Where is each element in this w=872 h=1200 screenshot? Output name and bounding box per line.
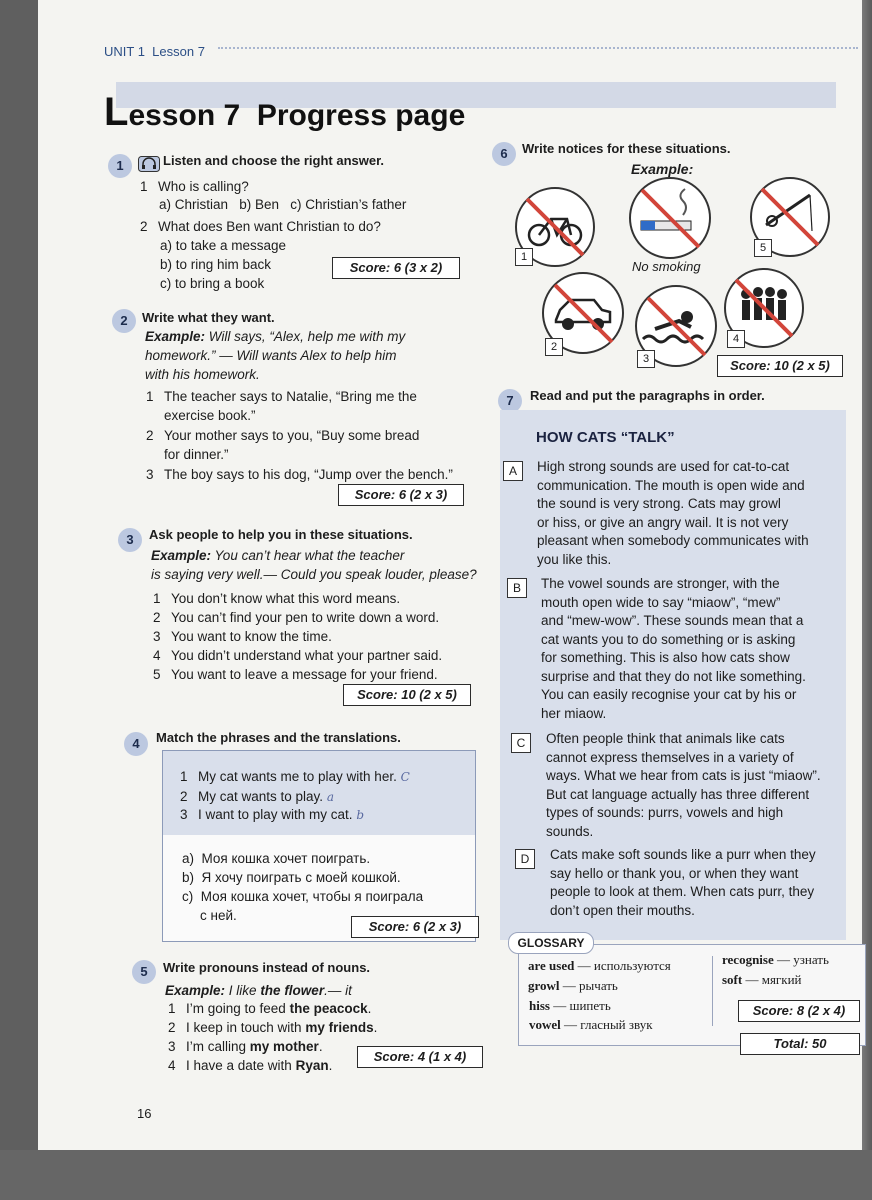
paragraph-a: High strong sounds are used for cat-to-cat communication. The mouth is open wide and the sound is very strong. Cats may growl or hiss, or give an angry wail. It is not very pleasant when somebody communicates with you like this. bbox=[537, 459, 809, 567]
headphones-icon bbox=[138, 156, 160, 177]
exercise-2-heading: Write what they want. bbox=[142, 310, 275, 325]
ex5-item-1: 1 I’m going to feed the peacock. bbox=[168, 1001, 372, 1016]
ex2-example-line-3: with his homework. bbox=[145, 367, 260, 382]
exercise-7-badge: 7 bbox=[498, 389, 522, 413]
unit-header bbox=[104, 44, 205, 59]
glossary-entry-hiss: hiss — шипеть bbox=[529, 998, 611, 1013]
ex4-phrase-1: 1 My cat wants me to play with her. C bbox=[180, 769, 410, 784]
ex6-picture-3-label: 3 bbox=[637, 350, 655, 368]
exercise-1-heading: Listen and choose the right answer. bbox=[163, 153, 385, 168]
exercise-6-heading: Write notices for these situations. bbox=[522, 141, 731, 156]
glossary-label: GLOSSARY bbox=[508, 932, 594, 954]
exercise-7-heading: Read and put the paragraphs in order. bbox=[530, 388, 765, 403]
ex1-question-1-options: a) Christian b) Ben c) Christian’s father bbox=[159, 197, 407, 212]
paragraph-a-letter: A bbox=[503, 461, 523, 481]
glossary-entry-vowel: vowel — гласный звук bbox=[529, 1017, 653, 1032]
ex4-translation-c: c) Моя кошка хочет, чтобы я поиграла bbox=[182, 889, 424, 904]
total-score-box: Total: 50 bbox=[740, 1033, 860, 1055]
ex5-score-box: Score: 4 (1 x 4) bbox=[357, 1046, 483, 1068]
ex3-item-4: 4 You didn’t understand what your partner said. bbox=[153, 648, 443, 663]
ex1-score-box: Score: 6 (3 x 2) bbox=[332, 257, 460, 279]
ex4-phrase-3: 3 I want to play with my cat. b bbox=[180, 807, 365, 822]
page-number: 16 bbox=[137, 1106, 152, 1121]
paragraph-d-letter: D bbox=[515, 849, 535, 869]
exercise-2-badge: 2 bbox=[112, 309, 136, 333]
ex4-phrase-2: 2 My cat wants to play. a bbox=[180, 789, 334, 804]
ex1-option-a: a) to take a message bbox=[160, 238, 287, 253]
ex3-item-1: 1 You don’t know what this word means. bbox=[153, 591, 401, 606]
title-initial: L bbox=[104, 90, 129, 134]
ex6-picture-4-label: 4 bbox=[727, 330, 745, 348]
ex6-picture-2-label: 2 bbox=[545, 338, 563, 356]
ex2-item-1: 1 The teacher says to Natalie, “Bring me the bbox=[146, 389, 417, 404]
ex4-translation-c-cont: с ней. bbox=[200, 908, 237, 923]
ex7-score-box: Score: 8 (2 x 4) bbox=[738, 1000, 860, 1022]
ex1-option-b: b) to ring him back bbox=[160, 257, 272, 272]
ex6-score-box: Score: 10 (2 x 5) bbox=[717, 355, 843, 377]
exercise-3-heading: Ask people to help you in these situations. bbox=[149, 527, 413, 542]
unit-label: UNIT 1 bbox=[104, 44, 145, 59]
ex3-example-line-2: is saying very well.— Could you speak louder, please? bbox=[151, 567, 477, 582]
exercise-3-badge: 3 bbox=[118, 528, 142, 552]
ex5-item-4: 4 I have a date with Ryan. bbox=[168, 1058, 333, 1073]
glossary-entry-are-used: are used — используются bbox=[528, 958, 671, 973]
exercise-4-heading: Match the phrases and the translations. bbox=[156, 730, 401, 745]
paragraph-b-letter: B bbox=[507, 578, 527, 598]
paragraph-b: The vowel sounds are stronger, with the mouth open wide to say “miaow”, “mew” and “mew-wow”. These sounds mean that a cat wants you to do something or is asking for something. This is also how cats show surprise and that they do not like something. You can easily recognise your cat by his or her miaow. bbox=[541, 576, 806, 721]
paragraph-d: Cats make soft sounds like a purr when they say hello or thank you, or when they want people to look at them. When cats purr, they don’t open their mouths. bbox=[550, 847, 816, 918]
ex3-item-5: 5 You want to leave a message for your friend. bbox=[153, 667, 438, 682]
ex3-item-2: 2 You can’t find your pen to write down a word. bbox=[153, 610, 440, 625]
scanner-background bbox=[0, 1150, 872, 1200]
ex5-item-2: 2 I keep in touch with my friends. bbox=[168, 1020, 378, 1035]
ex4-translation-b: b) Я хочу поиграть с моей кошкой. bbox=[182, 870, 401, 885]
ex2-item-2: 2 Your mother says to you, “Buy some bread bbox=[146, 428, 420, 443]
ex1-option-c: c) to bring a book bbox=[160, 276, 265, 291]
ex6-example-caption: No smoking bbox=[632, 259, 701, 274]
ex2-example-line-2: homework.” — Will wants Alex to help him bbox=[145, 348, 397, 363]
ex3-example-line-1: Example: You can’t hear what the teacher bbox=[151, 548, 405, 563]
exercise-5-badge: 5 bbox=[132, 960, 156, 984]
ex4-translation-a: a) Моя кошка хочет поиграть. bbox=[182, 851, 371, 866]
ex1-question-1: 1 Who is calling? bbox=[140, 179, 249, 194]
no-smoking-icon bbox=[627, 175, 713, 261]
paragraph-c-letter: C bbox=[511, 733, 531, 753]
glossary-entry-soft: soft — мягкий bbox=[722, 972, 802, 987]
ex5-example: Example: I like the flower.— it bbox=[165, 983, 352, 998]
ex3-score-box: Score: 10 (2 x 5) bbox=[343, 684, 471, 706]
exercise-6-badge: 6 bbox=[492, 142, 516, 166]
ex1-question-2: 2 What does Ben want Christian to do? bbox=[140, 219, 381, 234]
header-dotted-rule bbox=[218, 47, 858, 49]
paragraph-c: Often people think that animals like cats cannot express themselves in a variety of ways. What we hear from cats is just “miaow”. But cat language actually has three different types of sounds: purrs, vowels and high sounds. bbox=[546, 731, 821, 839]
ex5-item-3: 3 I’m calling my mother. bbox=[168, 1039, 323, 1054]
exercise-4-badge: 4 bbox=[124, 732, 148, 756]
lesson-label: Lesson 7 bbox=[152, 44, 205, 59]
ex2-score-box: Score: 6 (2 x 3) bbox=[338, 484, 464, 506]
ex2-item-3: 3 The boy says to his dog, “Jump over the bench.” bbox=[146, 467, 453, 482]
ex6-picture-1-label: 1 bbox=[515, 248, 533, 266]
glossary-entry-growl: growl — рычать bbox=[528, 978, 618, 993]
ex4-score-box: Score: 6 (2 x 3) bbox=[351, 916, 479, 938]
page-title bbox=[104, 90, 465, 135]
glossary-divider bbox=[712, 956, 713, 1026]
ex2-example-line-1: Example: Will says, “Alex, help me with my bbox=[145, 329, 406, 344]
exercise-1-badge: 1 bbox=[108, 154, 132, 178]
exercise-5-heading: Write pronouns instead of nouns. bbox=[163, 960, 371, 975]
ex6-picture-5-label: 5 bbox=[754, 239, 772, 257]
ex7-article-title: HOW CATS “TALK” bbox=[536, 429, 675, 446]
glossary-entry-recognise: recognise — узнать bbox=[722, 952, 829, 967]
ex3-item-3: 3 You want to know the time. bbox=[153, 629, 332, 644]
title-rest: esson 7 Progress page bbox=[128, 99, 466, 132]
ex2-item-2-cont: for dinner.” bbox=[164, 447, 229, 462]
ex2-item-1-cont: exercise book.” bbox=[164, 408, 256, 423]
ex6-example-label: Example: bbox=[631, 161, 694, 177]
